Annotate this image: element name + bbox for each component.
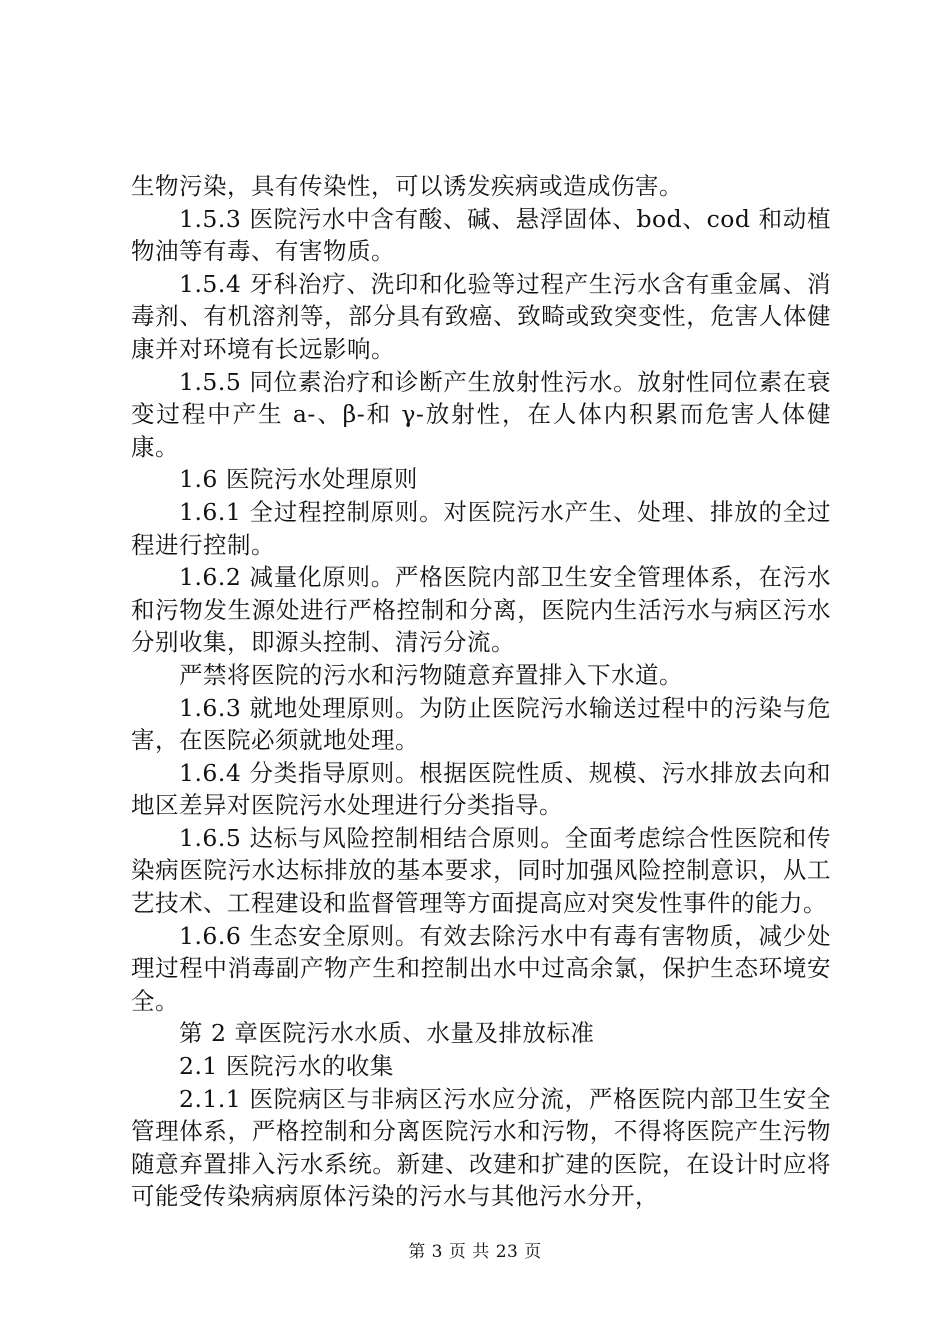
paragraph: 1.6.4 分类指导原则。根据医院性质、规模、污水排放去向和地区差异对医院污水处理进行分类指导。 — [131, 758, 831, 820]
paragraph: 生物污染，具有传染性，可以诱发疾病或造成伤害。 — [131, 172, 683, 200]
page-footer: 第 3 页 共 23 页 — [408, 1242, 542, 1262]
paragraph: 2.1.1 医院病区与非病区污水应分流，严格医院内部卫生安全管理体系，严格控制和分离医院污水和污物，不得将医院产生污物随意弃置排入污水系统。新建、改建和扩建的医院，在设计时应将可能受传染病病原体污染的污水与其他污水分开， — [131, 1084, 831, 1211]
paragraph: 1.6.2 减量化原则。严格医院内部卫生安全管理体系，在污水和污物发生源处进行严格控制和分离，医院内生活污水与病区污水分别收集，即源头控制、清污分流。 — [131, 563, 831, 657]
paragraph: 1.5.4 牙科治疗、洗印和化验等过程产生污水含有重金属、消毒剂、有机溶剂等，部分具有致癌、致畸或致突变性，危害人体健康并对环境有长远影响。 — [131, 269, 831, 363]
paragraph: 1.5.5 同位素治疗和诊断产生放射性污水。放射性同位素在衰变过程中产生 a-、β-和 γ-放射性，在人体内积累而危害人体健康。 — [131, 367, 831, 461]
document-body — [131, 170, 831, 1213]
paragraph: 1.5.3 医院污水中含有酸、碱、悬浮固体、bod、cod 和动植物油等有毒、有害物质。 — [131, 204, 831, 266]
paragraph: 1.6.3 就地处理原则。为防止医院污水输送过程中的污染与危害，在医院必须就地处理。 — [131, 693, 831, 755]
chapter-heading: 第 2 章医院污水水质、水量及排放标准 — [179, 1019, 595, 1048]
paragraph: 严禁将医院的污水和污物随意弃置排入下水道。 — [179, 660, 683, 689]
paragraph: 1.6.5 达标与风险控制相结合原则。全面考虑综合性医院和传染病医院污水达标排放的基本要求，同时加强风险控制意识，从工艺技术、工程建设和监督管理等方面提高应对突发性事件的能力。 — [131, 823, 831, 918]
section-heading: 1.6 医院污水处理原则 — [179, 465, 418, 494]
section-heading: 2.1 医院污水的收集 — [179, 1052, 394, 1081]
paragraph: 1.6.1 全过程控制原则。对医院污水产生、处理、排放的全过程进行控制。 — [131, 497, 831, 559]
paragraph: 1.6.6 生态安全原则。有效去除污水中有毒有害物质，减少处理过程中消毒副产物产生和控制出水中过高余氯，保护生态环境安全。 — [131, 921, 831, 1015]
